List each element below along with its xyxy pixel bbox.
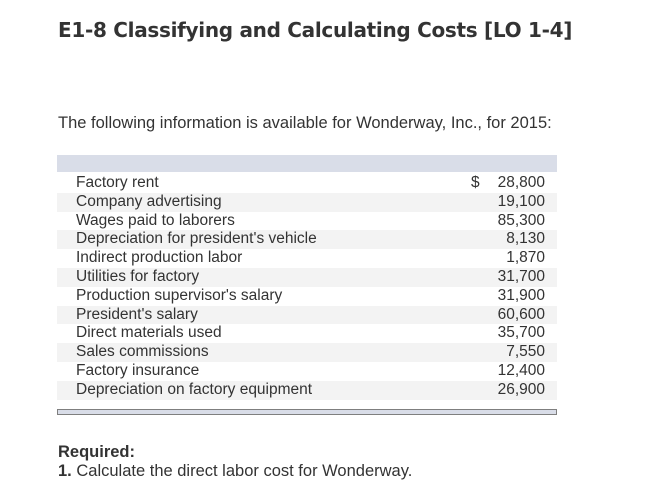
table-row	[57, 193, 557, 212]
row-value: 8,130	[506, 230, 545, 248]
required-heading: Required:	[58, 443, 136, 461]
row-label: Factory rent	[76, 174, 159, 191]
table-row	[57, 230, 557, 249]
table-row	[57, 324, 557, 343]
cost-table	[57, 155, 557, 415]
row-value: 1,870	[506, 249, 545, 267]
table-footer-bar	[57, 409, 557, 415]
table-row	[57, 306, 557, 325]
question-body: Calculate the direct labor cost for Wonderway.	[76, 462, 413, 480]
table-header-bar	[57, 155, 557, 172]
row-label: Sales commissions	[76, 343, 209, 361]
question-text	[58, 462, 412, 481]
row-value: 31,700	[497, 267, 545, 285]
row-value: 28,800	[497, 174, 545, 191]
row-value: 12,400	[497, 361, 545, 379]
question-number: 1.	[58, 462, 72, 480]
row-label: Company advertising	[76, 192, 222, 210]
row-label: Depreciation on factory equipment	[76, 380, 313, 398]
row-value: 85,300	[497, 211, 545, 229]
table-row	[57, 268, 557, 287]
problem-title: E1-8 Classifying and Calculating Costs [LO 1-4]	[58, 18, 573, 42]
row-label: Production supervisor's salary	[76, 286, 283, 304]
currency-symbol: $	[471, 174, 480, 191]
row-label: Direct materials used	[76, 324, 222, 342]
table-rows	[57, 172, 557, 400]
table-row	[57, 343, 557, 362]
table-row	[57, 362, 557, 381]
row-value: 19,100	[497, 192, 545, 210]
row-label: President's salary	[76, 305, 198, 323]
row-label: Utilities for factory	[76, 267, 200, 285]
row-label: Factory insurance	[76, 361, 200, 379]
row-value: 35,700	[497, 324, 545, 342]
table-row	[57, 249, 557, 268]
intro-text: The following information is available for Wonderway, Inc., for 2015:	[58, 114, 552, 132]
table-row	[57, 381, 557, 400]
table-row	[57, 212, 557, 231]
row-value: 26,900	[497, 380, 545, 398]
row-label: Depreciation for president's vehicle	[76, 230, 317, 248]
row-label: Wages paid to laborers	[76, 211, 235, 229]
row-value: 31,900	[497, 286, 545, 304]
row-label: Indirect production labor	[76, 249, 243, 267]
table-row	[57, 174, 557, 193]
row-value: 7,550	[506, 343, 545, 361]
table-row	[57, 287, 557, 306]
row-value: 60,600	[497, 305, 545, 323]
